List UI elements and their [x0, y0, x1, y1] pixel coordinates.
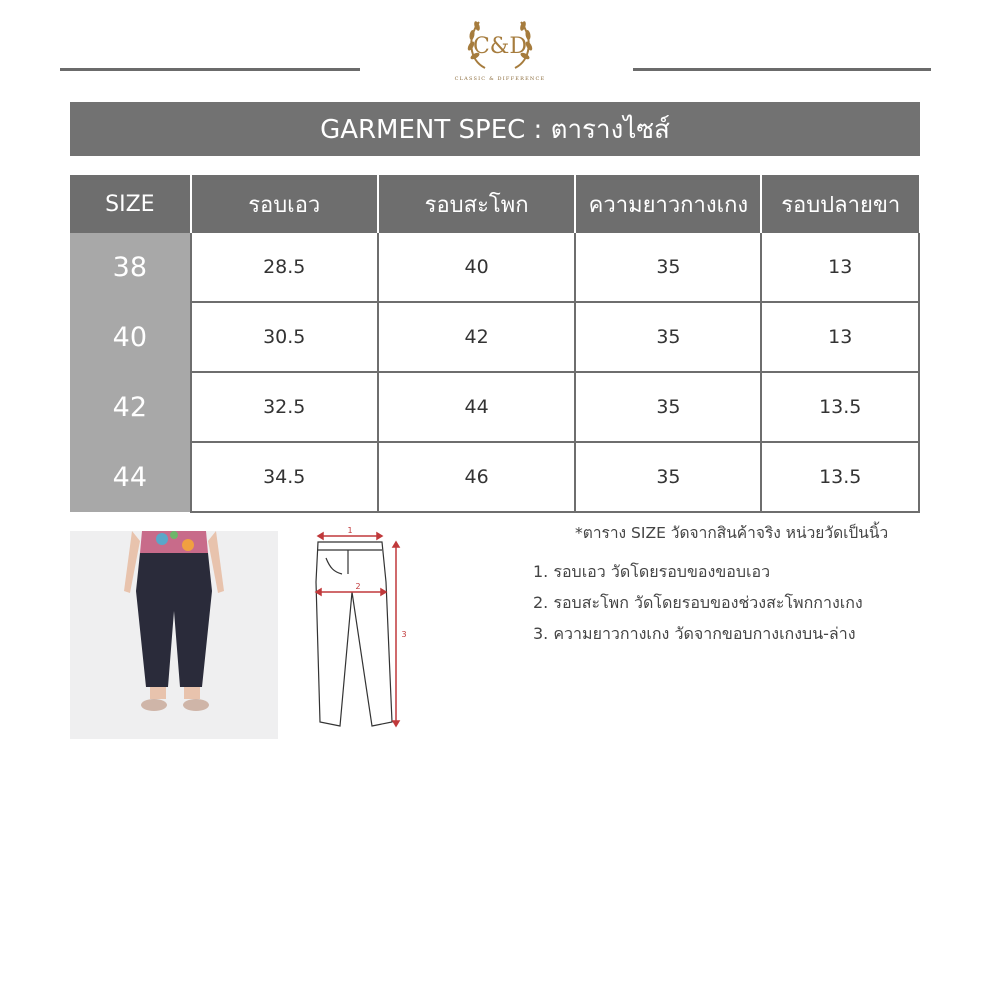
list-item: 3. ความยาวกางเกง วัดจากขอบกางเกงบน-ล่าง — [533, 624, 856, 643]
hip-cell: 44 — [378, 372, 576, 442]
waist-cell: 30.5 — [191, 302, 378, 372]
hip-cell: 40 — [378, 233, 576, 302]
waist-cell: 28.5 — [191, 233, 378, 302]
logo-monogram: C&D — [472, 34, 528, 59]
brand-tagline: CLASSIC & DIFFERENCE — [454, 76, 546, 82]
length-cell: 35 — [575, 442, 761, 512]
diagram-label-length: 3 — [401, 630, 407, 639]
size-table — [70, 175, 920, 513]
measurement-guide — [533, 556, 863, 649]
measurement-note: *ตาราง SIZE วัดจากสินค้าจริง หน่วยวัดเป็นนิ้ว — [575, 524, 889, 542]
header-hip: รอบสะโพก — [378, 175, 576, 233]
list-item: 2. รอบสะโพก วัดโดยรอบของช่วงสะโพกกางเกง — [533, 593, 863, 612]
pants-measurement-diagram — [300, 522, 410, 737]
header-hem: รอบปลายขา — [761, 175, 919, 233]
length-cell: 35 — [575, 372, 761, 442]
length-cell: 35 — [575, 302, 761, 372]
table-row — [70, 372, 919, 442]
diagram-label-hip: 2 — [355, 582, 361, 591]
waist-cell: 32.5 — [191, 372, 378, 442]
header-size: SIZE — [70, 175, 191, 233]
hem-cell: 13 — [761, 302, 919, 372]
hem-cell: 13.5 — [761, 372, 919, 442]
header-length: ความยาวกางเกง — [575, 175, 761, 233]
list-item: 1. รอบเอว วัดโดยรอบของขอบเอว — [533, 562, 771, 581]
size-cell: 42 — [70, 372, 191, 442]
header-waist: รอบเอว — [191, 175, 378, 233]
size-cell: 38 — [70, 233, 191, 302]
page-title: GARMENT SPEC : ตารางไซส์ — [70, 102, 920, 156]
product-photo — [70, 531, 278, 739]
size-cell: 44 — [70, 442, 191, 512]
table-row — [70, 442, 919, 512]
hem-cell: 13 — [761, 233, 919, 302]
diagram-label-waist: 1 — [347, 526, 353, 535]
waist-cell: 34.5 — [191, 442, 378, 512]
length-cell: 35 — [575, 233, 761, 302]
hip-cell: 46 — [378, 442, 576, 512]
table-row — [70, 302, 919, 372]
header-rule-left — [60, 68, 360, 71]
hip-cell: 42 — [378, 302, 576, 372]
header-rule-right — [633, 68, 931, 71]
size-cell: 40 — [70, 302, 191, 372]
table-row — [70, 233, 919, 302]
hem-cell: 13.5 — [761, 442, 919, 512]
size-table-header — [70, 175, 919, 233]
